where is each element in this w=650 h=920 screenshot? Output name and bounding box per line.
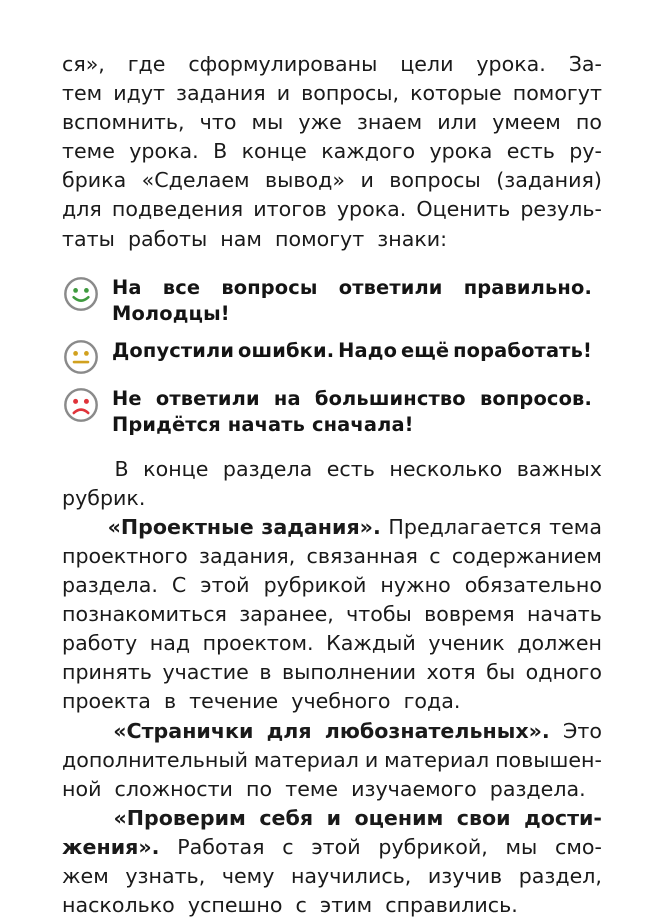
text-line: «Проектные задания». Предлагается тема <box>107 514 602 539</box>
evaluation-sign-happy <box>62 274 602 328</box>
smiley-neutral-icon <box>62 338 100 376</box>
text-line: «Странички для любознательных». Это <box>113 718 602 743</box>
text-line: В конце раздела есть несколько важных <box>114 456 602 481</box>
text-line: принять участие в выполнении хотя бы одного <box>62 660 602 685</box>
text-line: брика «Сделаем вывод» и вопросы (задания) <box>62 168 602 193</box>
paragraph-curious-pages <box>62 717 602 804</box>
text-line: для подведения итогов урока. Оценить резуль- <box>62 197 602 222</box>
text-line: работу над проектом. Каждый ученик должен <box>62 631 602 656</box>
text-line: познакомиться заранее, чтобы вовремя начать <box>62 602 602 627</box>
smiley-sad-icon <box>62 386 100 424</box>
text-line: ной сложности по теме изучаемого раздела. <box>62 776 586 801</box>
text-line: жем узнать, чему научились, изучив раздел, <box>62 863 602 888</box>
text-line: жения». Работая с этой рубрикой, мы смо- <box>62 834 602 859</box>
evaluation-sign-happy-text: На все вопросы ответили правильно. Молодцы! <box>112 275 592 326</box>
paragraph-rubrics-intro <box>62 455 602 513</box>
text-line: рубрик. <box>62 485 146 510</box>
smiley-happy-icon <box>62 275 100 313</box>
text-line: раздела. С этой рубрикой нужно обязательно <box>62 573 602 598</box>
evaluation-sign-neutral-text: Допустили ошибки. Надо ещё поработать! <box>112 338 592 362</box>
evaluation-sign-neutral <box>62 337 602 376</box>
evaluation-sign-sad-text: Не ответили на большинство вопросов. Придётся начать сначала! <box>112 386 592 437</box>
text-line: проекта в течение учебного года. <box>62 689 461 714</box>
paragraph-intro <box>62 50 602 254</box>
text-line: таты работы нам помогут знаки: <box>62 226 448 251</box>
evaluation-signs-list <box>62 274 602 439</box>
paragraph-self-check <box>62 804 602 920</box>
paragraph-project-tasks <box>62 513 602 717</box>
text-line: насколько успешно с этим справились. <box>62 893 518 918</box>
text-line: вспомнить, что мы уже знаем или умеем по <box>62 110 602 135</box>
text-line: дополнительный материал и материал повышен- <box>62 747 602 772</box>
text-line: ся», где сформулированы цели урока. За- <box>62 52 602 76</box>
text-line: «Проверим себя и оценим свои дости- <box>113 805 602 830</box>
evaluation-sign-sad <box>62 385 602 439</box>
text-line: теме урока. В конце каждого урока есть ру- <box>62 139 602 164</box>
page-content <box>62 50 602 920</box>
text-line: тем идут задания и вопросы, которые помогут <box>62 81 602 106</box>
text-line: проектного задания, связанная с содержанием <box>62 543 602 568</box>
